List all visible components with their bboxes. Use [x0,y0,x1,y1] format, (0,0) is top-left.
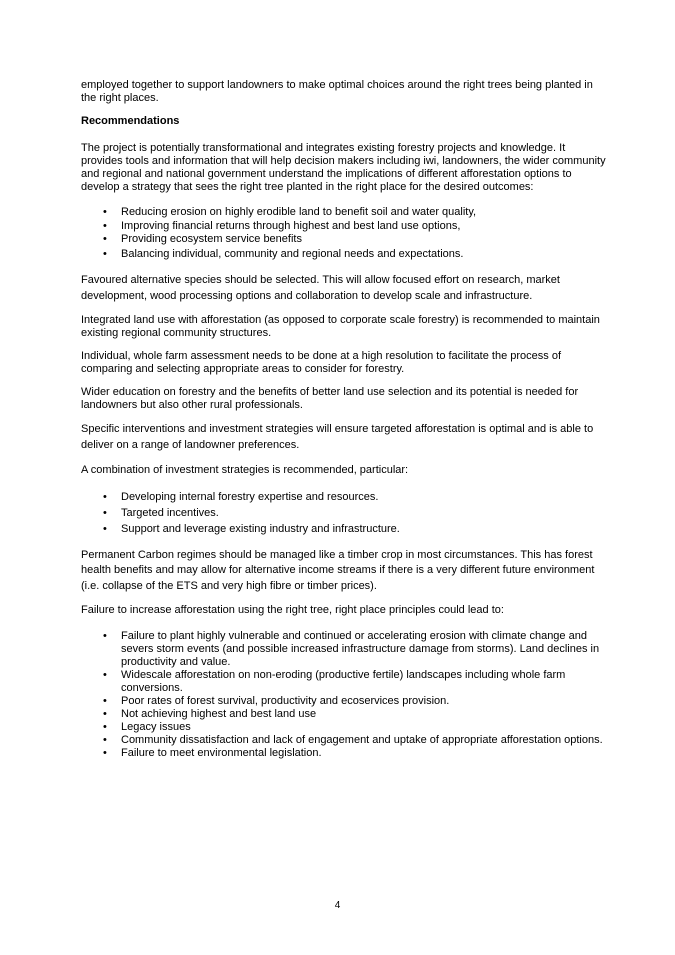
list-item: • Targeted incentives. [103,506,219,519]
bullet-icon: • [103,233,107,245]
page-body [81,79,609,771]
list-item: • Support and leverage existing industry and infrastructure. [103,522,400,535]
paragraph-integrated-land-use: Integrated land use with afforestation (as opposed to corporate scale forestry) is recommended to maintain existing regional community structures. [81,314,600,339]
bullet-icon: • [103,695,107,707]
intro-paragraph: employed together to support landowners to make optimal choices around the right trees being planted in the right places. [81,79,593,104]
list-item: • Poor rates of forest survival, productivity and ecoservices provision. [103,695,450,707]
bullet-icon: • [103,506,107,519]
bullet-icon: • [103,522,107,535]
investment-list [81,489,609,537]
paragraph-species: Favoured alternative species should be selected. This will allow focused effort on research, market development, wood processing options and collaboration to develop scale and infrastructure. [81,274,560,302]
paragraph-interventions: Specific interventions and investment strategies will ensure targeted afforestation is optimal and is able to deliver on a range of landowner preferences. [81,423,594,451]
bullet-icon: • [103,630,107,642]
list-item: • Legacy issues [103,721,191,733]
paragraph-carbon: Permanent Carbon regimes should be managed like a timber crop in most circumstances. This has forest health benefits and may allow for alternative income streams if there is a very different future environment (i.e. collapse of the ETS and very high fibre or timber prices). [81,548,595,592]
paragraph-farm-assessment: Individual, whole farm assessment needs to be done at a high resolution to facilitate the process of comparing and selecting appropriate areas to consider for forestry. [81,350,562,375]
bullet-icon: • [103,734,107,746]
paragraph-failure-intro: Failure to increase afforestation using the right tree, right place principles could lead to: [81,604,504,616]
paragraph-investment: A combination of investment strategies is recommended, particular: [81,464,409,476]
paragraph-education: Wider education on forestry and the benefits of better land use selection and its potential is needed for landowners but also other rural professionals. [81,386,579,411]
bullet-icon: • [103,490,107,503]
list-item: • Balancing individual, community and regional needs and expectations. [103,248,464,260]
bullet-icon: • [103,747,107,759]
paragraph-project: The project is potentially transformational and integrates existing forestry projects and knowledge. It provides tools and information that will help decision makers including iwi, landowners, the wider community and regional and national government understand the implications of different afforestation options to develop a strategy that sees the right tree planted in the right place for the desired outcomes: [81,142,606,193]
list-item: • Widescale afforestation on non-eroding (productive fertile) landscapes including whole farm conversions. [103,669,566,694]
bullet-icon: • [103,669,107,681]
bullet-icon: • [103,721,107,733]
bullet-icon: • [103,708,107,720]
outcomes-list [81,204,609,262]
list-item: • Providing ecosystem service benefits [103,233,302,245]
list-item: • Reducing erosion on highly erodible land to benefit soil and water quality, [103,206,477,218]
list-item: • Improving financial returns through highest and best land use options, [103,220,461,232]
list-item: • Community dissatisfaction and lack of engagement and uptake of appropriate afforestation options. [103,734,603,746]
list-item: • Failure to plant highly vulnerable and continued or accelerating erosion with climate change and severs storm events (and possible increased infrastructure damage from storms). Land declines in productivity and value. [103,630,600,668]
list-item: • Failure to meet environmental legislation. [103,747,322,759]
section-heading: Recommendations [81,115,180,127]
bullet-icon: • [103,220,107,232]
failure-list [81,630,609,760]
page-number: 4 [334,900,341,911]
bullet-icon: • [103,248,107,260]
list-item: • Developing internal forestry expertise and resources. [103,490,379,503]
bullet-icon: • [103,206,107,218]
list-item: • Not achieving highest and best land use [103,708,317,720]
